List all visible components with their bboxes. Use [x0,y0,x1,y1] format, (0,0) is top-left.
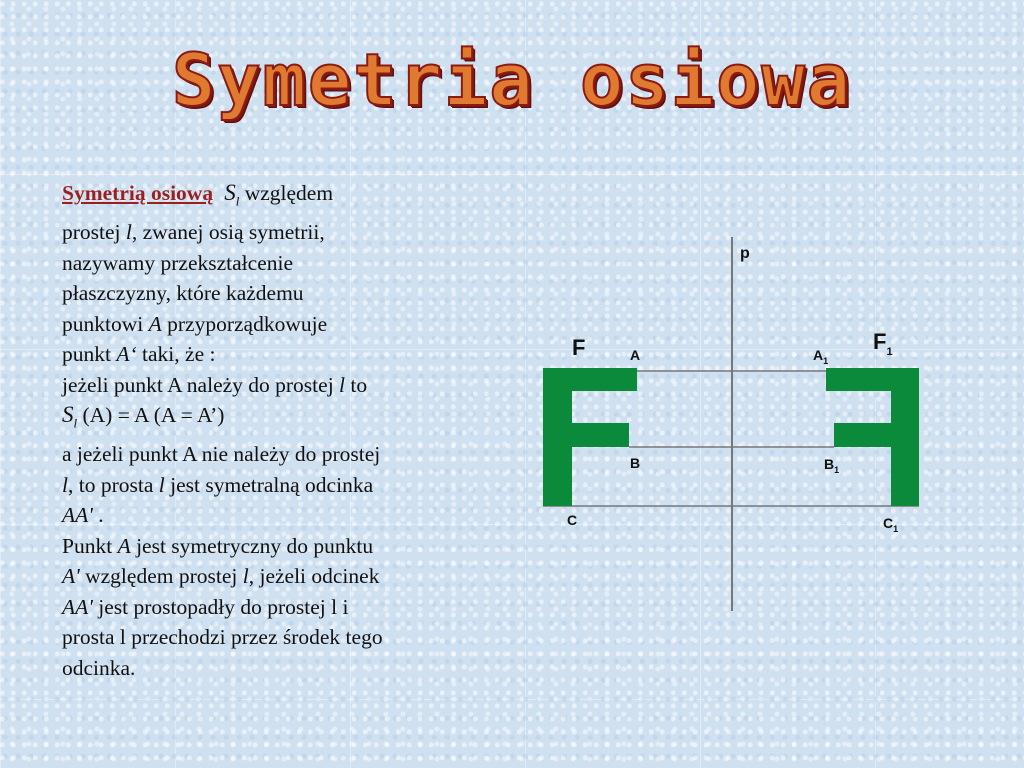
point-c1-label: $C_1$ [883,515,899,534]
slide-title: Symetria osiowa [171,38,853,122]
point-b-label: B [630,455,641,471]
definition-line: Symetrią osiową $S_l$ względem [62,180,334,209]
definition-line: AA' . [62,503,104,528]
defined-term: Symetrią osiową [62,181,214,205]
definition-line: Punkt A jest symetryczny do punktu [62,533,374,558]
axis-label: p [740,245,750,262]
definition-line: AA' jest prostopadły do prostej l i [62,594,349,619]
definition-line: a jeżeli punkt A nie należy do prostej [62,442,381,467]
symmetry-diagram [530,225,950,625]
definition-line: punktowi A przyporządkowuje [62,311,328,336]
definition-line: punkt A‘ taki, że : [62,342,216,367]
definition-line: $S_l$ (A) = A (A = A’) [62,402,225,431]
figure-image-label: $F_1$ [873,329,893,358]
symmetry-symbol: $S_l$ [62,402,78,431]
definition-line: prosta l przechodzi przez środek tego [62,625,383,650]
point-a-label: A [630,347,641,363]
definition-line: jeżeli punkt A należy do prostej l to [62,372,368,397]
symmetry-symbol: $S_l$ [224,180,240,209]
definition-line: odcinka. [62,655,136,680]
figure-f1 [826,368,919,506]
definition-text [62,178,502,683]
definition-line: prostej l, zwanej osią symetrii, [62,220,325,245]
point-a1-label: $A_1$ [813,347,829,366]
figure-label: F [572,335,586,360]
definition-line: A' względem prostej l, jeżeli odcinek [62,564,380,589]
definition-line: płaszczyzny, które każdemu [62,281,304,306]
figure-f [543,368,637,506]
definition-line: nazywamy przekształcenie [62,250,293,275]
point-c-label: C [567,512,578,528]
point-b1-label: $B_1$ [824,456,840,475]
definition-line: l, to prosta l jest symetralną odcinka [62,472,374,497]
